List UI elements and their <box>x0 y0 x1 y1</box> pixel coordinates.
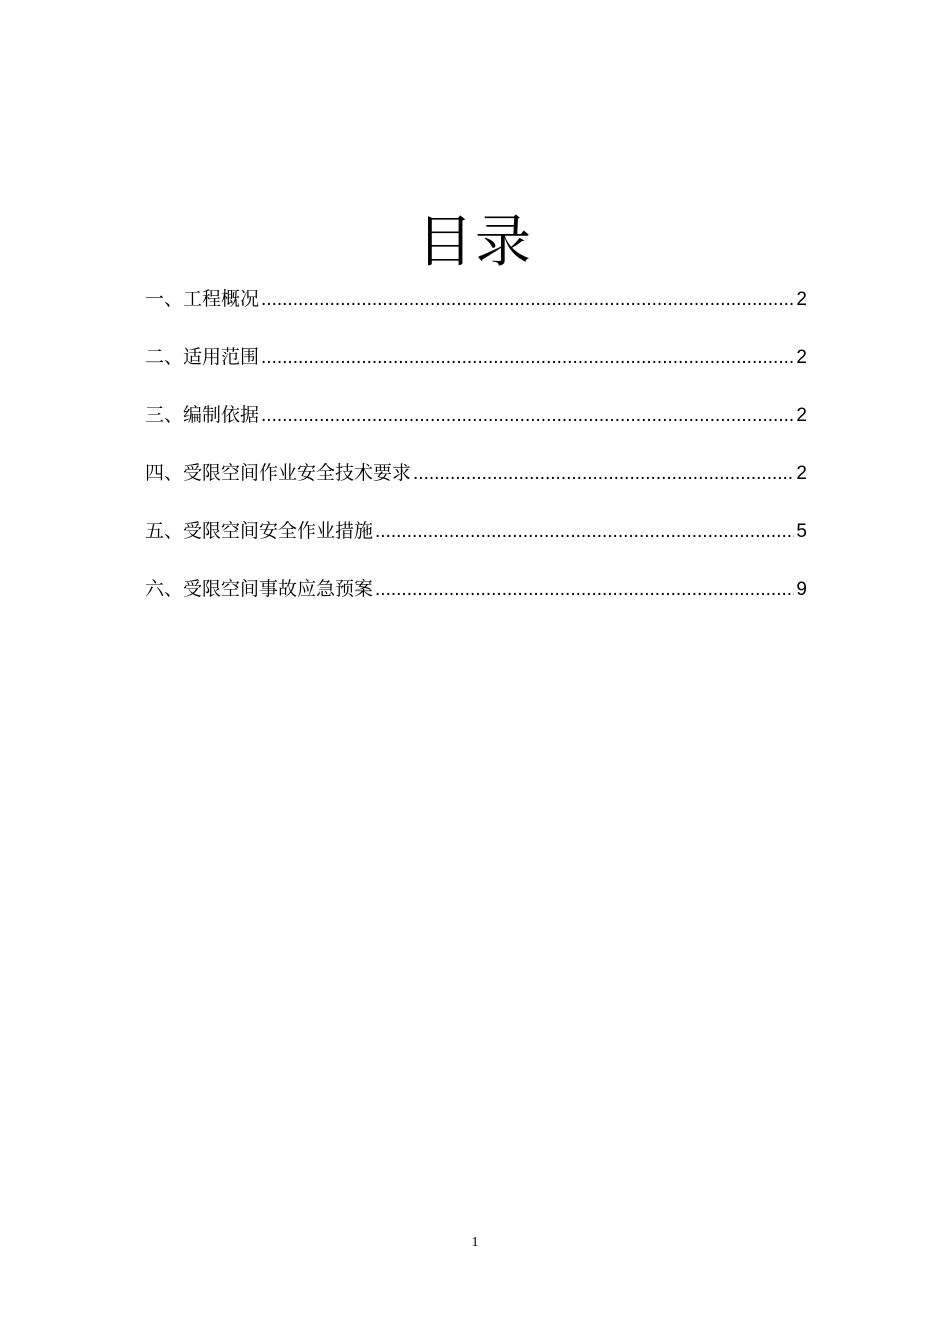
toc-item-2[interactable] <box>145 342 807 400</box>
table-of-contents <box>145 284 807 632</box>
toc-dot-leader <box>375 517 794 547</box>
toc-dot-leader <box>413 459 794 489</box>
toc-item-label: 二、适用范围 <box>145 346 260 368</box>
toc-item-label: 六、受限空间事故应急预案 <box>145 578 374 600</box>
toc-item-6[interactable] <box>145 574 807 632</box>
toc-dot-leader <box>261 285 794 315</box>
toc-dot-leader <box>261 401 794 431</box>
toc-item-label: 三、编制依据 <box>145 404 260 426</box>
toc-item-label: 五、受限空间安全作业措施 <box>145 520 374 542</box>
toc-dot-leader <box>375 575 794 605</box>
toc-item-3[interactable] <box>145 400 807 458</box>
toc-item-5[interactable] <box>145 516 807 574</box>
toc-item-page: 2 <box>796 289 807 310</box>
toc-item-page: 2 <box>796 405 807 426</box>
toc-item-page: 5 <box>796 521 807 542</box>
toc-item-page: 2 <box>796 347 807 368</box>
toc-item-page: 9 <box>796 579 807 600</box>
toc-title: 目录 <box>417 209 533 275</box>
toc-item-label: 一、工程概况 <box>145 288 260 310</box>
toc-item-page: 2 <box>796 463 807 484</box>
toc-item-label: 四、受限空间作业安全技术要求 <box>145 462 412 484</box>
page-number: 1 <box>471 1235 479 1250</box>
toc-item-4[interactable] <box>145 458 807 516</box>
toc-item-1[interactable] <box>145 284 807 342</box>
toc-dot-leader <box>261 343 794 373</box>
